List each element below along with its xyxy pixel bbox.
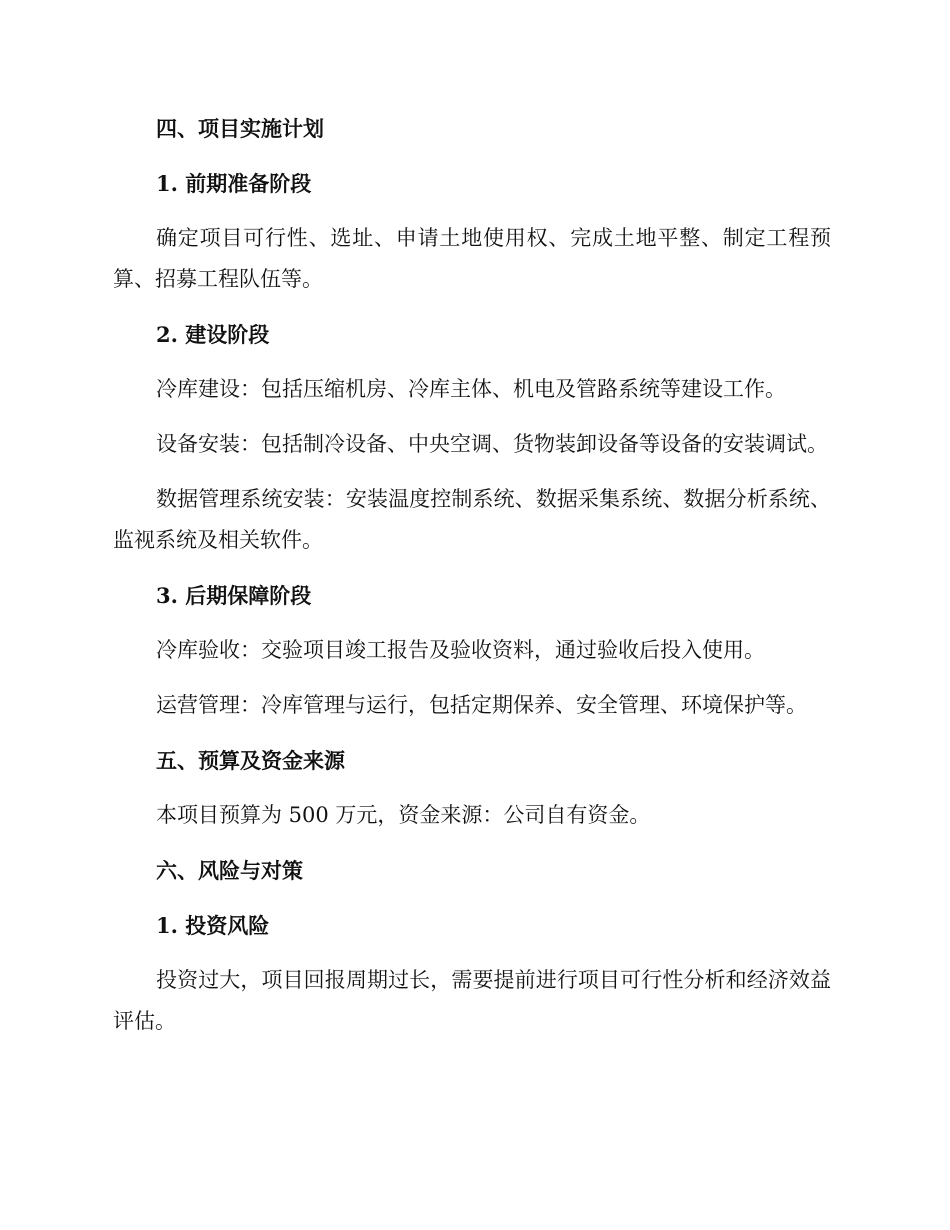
paragraph-equipment-installation: 设备安装：包括制冷设备、中央空调、货物装卸设备等设备的安装调试。: [156, 432, 828, 456]
paragraph-investment-risk: 投资过大，项目回报周期过长，需要提前进行项目可行性分析和经济效益评估。: [113, 968, 831, 1033]
subsection-heading-preparation-stage: 1. 前期准备阶段: [156, 171, 312, 196]
paragraph-data-system-installation: 数据管理系统安装：安装温度控制系统、数据采集系统、数据分析系统、监视系统及相关软件。: [113, 487, 831, 552]
paragraph-acceptance: 冷库验收：交验项目竣工报告及验收资料，通过验收后投入使用。: [156, 638, 765, 662]
paragraph-operations: 运营管理：冷库管理与运行，包括定期保养、安全管理、环境保护等。: [156, 693, 807, 717]
paragraph-budget: 本项目预算为 500 万元，资金来源：公司自有资金。: [156, 803, 651, 827]
subsection-heading-later-support-stage: 3. 后期保障阶段: [156, 583, 312, 608]
subsection-heading-construction-stage: 2. 建设阶段: [156, 322, 270, 347]
section-heading-budget: 五、预算及资金来源: [156, 748, 345, 773]
section-heading-risks: 六、风险与对策: [156, 858, 303, 883]
paragraph-preparation: 确定项目可行性、选址、申请土地使用权、完成土地平整、制定工程预算、招募工程队伍等。: [113, 226, 831, 291]
paragraph-cold-storage-construction: 冷库建设：包括压缩机房、冷库主体、机电及管路系统等建设工作。: [156, 377, 786, 401]
subsection-heading-investment-risk: 1. 投资风险: [156, 913, 270, 938]
section-heading-implementation-plan: 四、项目实施计划: [156, 116, 324, 141]
document-page: [113, 108, 831, 1042]
